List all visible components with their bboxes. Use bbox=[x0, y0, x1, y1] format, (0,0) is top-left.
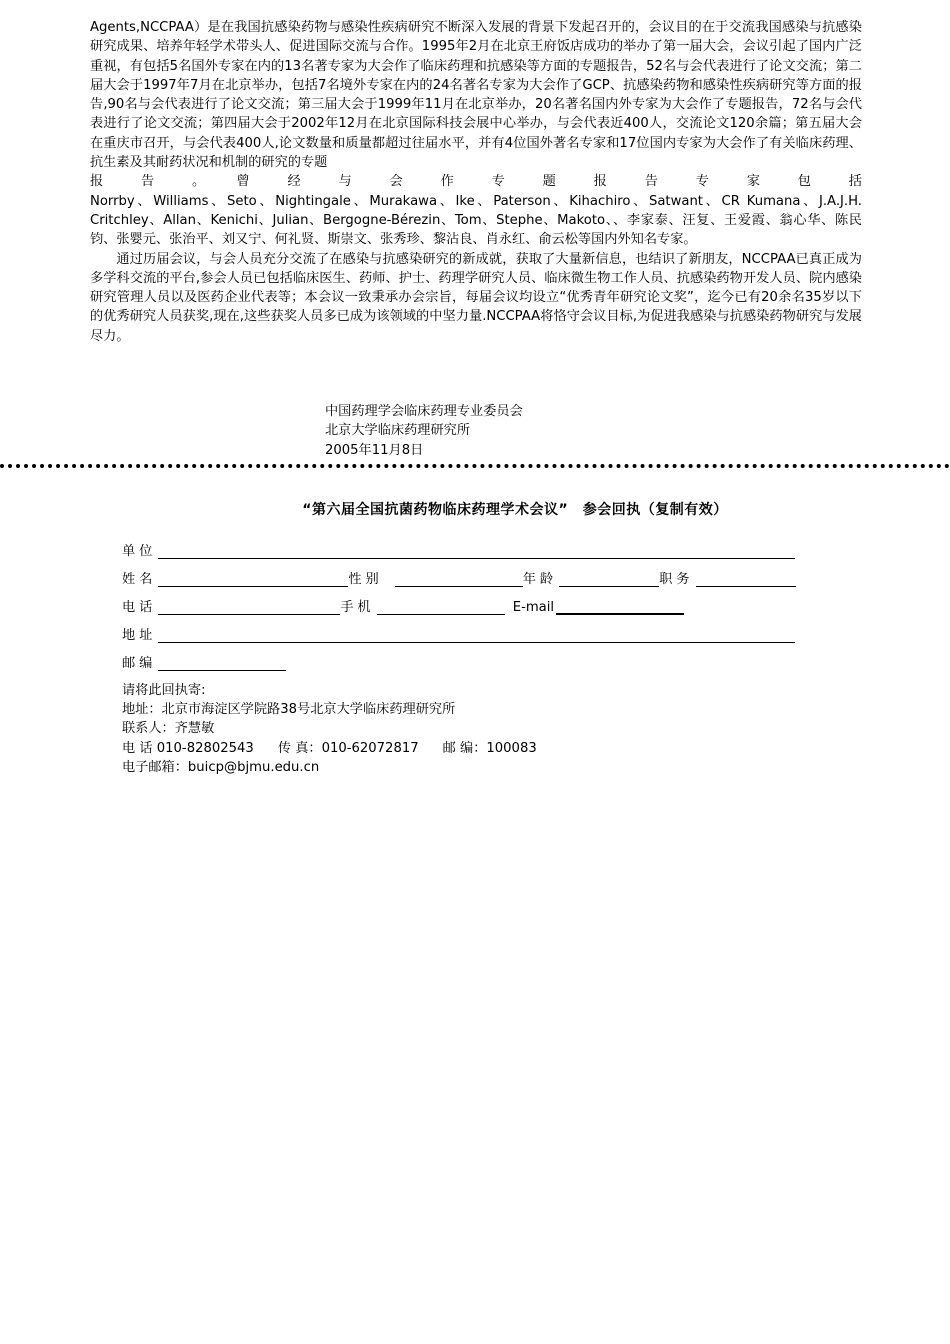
position-field[interactable] bbox=[696, 570, 796, 587]
intro-paragraph-2: 通过历届会议，与会人员充分交流了在感染与抗感染研究的新成就，获取了大量新信息，也结识了新朋友，NCCPAA已真正成为多学科交流的平台,参会人员已包括临床医生、药师、护士、药理学研究人员、临床微生物工作人员、抗感染药物开发人员、院内感染研究管理人员以及医药企业代表等；本会议一致秉承办会宗旨，每届会议均设立“优秀青年研究论文奖”，迄今已有20余名35岁以下的优秀研究人员获奖,现在,这些获奖人员多已成为该领域的中坚力量.NCCPAA将恪守会议目标,为促进我感染与抗感染药物研究与发展尽力。 bbox=[90, 251, 862, 344]
email-label: E-mail bbox=[512, 600, 555, 615]
postcode-field[interactable] bbox=[158, 654, 286, 671]
form-row-unit bbox=[122, 540, 812, 559]
phone-label: 电话 bbox=[122, 600, 157, 615]
signature-org-2: 北京大学临床药理研究所 bbox=[325, 423, 471, 439]
position-label: 职务 bbox=[659, 572, 694, 587]
receipt-title: “第六届全国抗菌药物临床药理学术会议” 参会回执（复制有效） bbox=[302, 502, 728, 518]
cut-line-divider bbox=[0, 464, 950, 468]
mobile-field[interactable] bbox=[377, 598, 505, 615]
mailing-postcode: 邮 编：100083 bbox=[442, 740, 537, 756]
mailing-heading: 请将此回执寄: bbox=[122, 683, 206, 698]
signature-date: 2005年11月8日 bbox=[325, 442, 424, 458]
gender-label: 性别 bbox=[348, 572, 383, 587]
intro-paragraph-1-spread-line: 报 告 。 曾 经 与 会 作 专 题 报 告 专 家 包 括 bbox=[90, 174, 862, 190]
address-label: 地址 bbox=[122, 628, 157, 643]
mailing-info bbox=[122, 681, 537, 777]
age-field[interactable] bbox=[559, 570, 659, 587]
phone-field[interactable] bbox=[158, 598, 340, 615]
registration-form bbox=[122, 540, 812, 680]
intro-paragraph-1-experts: Norrby、Williams、Seto、Nightingale、Murakawa、Ike、Paterson、Kihachiro、Satwant、CR Kumana、J.A.J.H. Critchley、Allan、Kenichi、Julian、Bergogne-Bérezin、Tom、Stephe、Makoto、、李家泰、汪复、王爱霞、翁心华、陈民钧、张婴元、张治平、刘又宁、何礼贤、斯崇文、张秀珍、黎沾良、肖永红、俞云松等国内外知名专家。 bbox=[90, 193, 862, 248]
conference-intro bbox=[90, 18, 862, 346]
mailing-contact: 联系人：齐慧敏 bbox=[122, 721, 215, 737]
age-label: 年龄 bbox=[522, 572, 558, 587]
mailing-phone: 电 话 010-82802543 bbox=[122, 740, 254, 756]
signature-block bbox=[325, 402, 523, 460]
mailing-phone-line bbox=[122, 739, 537, 758]
signature-org-1: 中国药理学会临床药理专业委员会 bbox=[325, 404, 523, 419]
form-row-address bbox=[122, 624, 812, 643]
address-field[interactable] bbox=[158, 626, 795, 643]
form-row-contact bbox=[122, 596, 812, 615]
intro-paragraph-1: Agents,NCCPAA）是在我国抗感染药物与感染性疾病研究不断深入发展的背景下发起召开的，会议目的在于交流我国感染与抗感染研究成果、培养年轻学术带头人、促进国际交流与合作。1995年2月在北京王府饭店成功的举办了第一届大会，会议引起了国内广泛重视，有包括5名国外专家在内的13名著专家为大会作了临床药理和抗感染等方面的专题报告，52名与会代表进行了论文交流；第二届大会于1997年7月在北京举办，包括7名境外专家在内的24名著名专家为大会作了GCP、抗感染药物和感染性疾病研究等方面的报告,90名与会代表进行了论文交流；第三届大会于1999年11月在北京举办，20名著名国内外专家为大会作了专题报告，72名与会代表进行了论文交流；第四届大会于2002年12月在北京国际科技会展中心举办，与会代表近400人，交流论文120余篇；第五届大会在重庆市召开，与会代表400人,论文数量和质量都超过往届水平，并有4位国外著名专家和17位国内专家为大会作了有关临床药理、抗生素及其耐药状况和机制的研究的专题 bbox=[90, 20, 862, 171]
mobile-label: 手机 bbox=[340, 600, 375, 615]
unit-field[interactable] bbox=[158, 542, 795, 559]
mailing-address: 地址：北京市海淀区学院路38号北京大学临床药理研究所 bbox=[122, 702, 456, 718]
name-field[interactable] bbox=[158, 570, 348, 587]
mailing-fax: 传 真：010-62072817 bbox=[277, 740, 419, 756]
unit-label: 单位 bbox=[122, 544, 157, 559]
postcode-label: 邮编 bbox=[122, 656, 157, 671]
form-row-personal bbox=[122, 568, 812, 587]
mailing-email[interactable]: 电子邮箱：buicp@bjmu.edu.cn bbox=[122, 759, 320, 775]
gender-field[interactable] bbox=[395, 570, 523, 587]
email-field[interactable] bbox=[556, 597, 684, 615]
form-row-postcode bbox=[122, 652, 812, 671]
name-label: 姓名 bbox=[122, 572, 157, 587]
